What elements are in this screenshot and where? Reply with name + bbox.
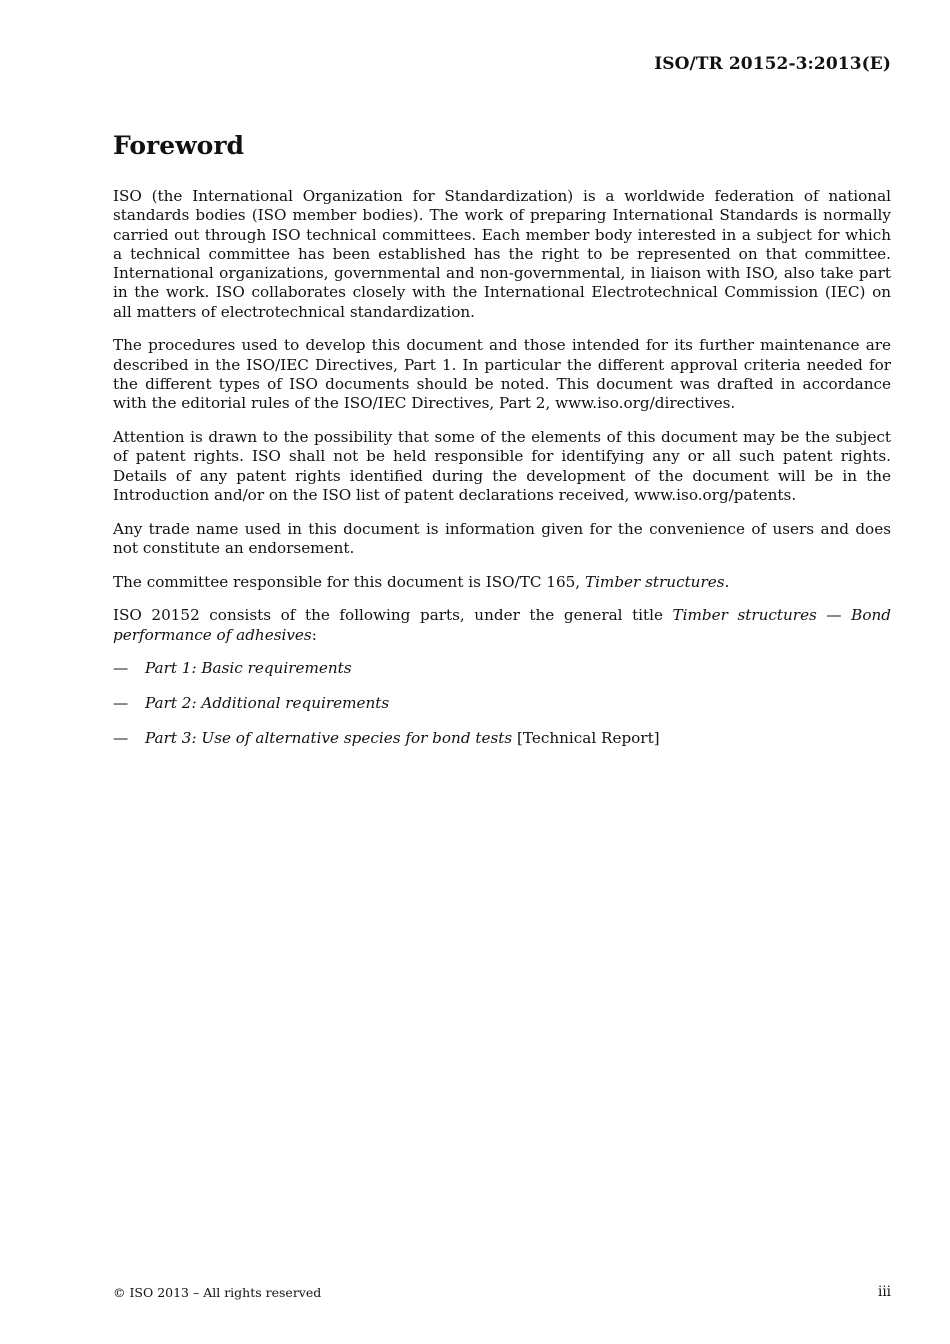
list-item [113, 659, 891, 678]
committee-suffix: . [724, 572, 730, 591]
committee-prefix: The committee responsible for this document is ISO/TC 165, [113, 572, 585, 591]
page-title: Foreword [113, 131, 244, 160]
paragraph-procedures: The procedures used to develop this document and those intended for its further maintenance are described in the ISO/IEC Directives, Part 1. In particular the different approval criteria needed for the different types of ISO documents should be noted. This document was drafted in accordance with the editorial rules of the ISO/IEC Directives, Part 2, www.iso.org/directives. [113, 336, 891, 413]
part-title: Part 2: Additional requirements [145, 694, 390, 713]
foreword-body [113, 187, 891, 764]
page-number: iii [878, 1284, 891, 1300]
document-reference: ISO/TR 20152-3:2013(E) [654, 54, 891, 74]
paragraph-committee [113, 573, 891, 592]
parts-intro-suffix: : [311, 625, 317, 644]
part-title: Part 1: Basic requirements [145, 659, 352, 678]
part-suffix: [Technical Report] [512, 728, 660, 747]
list-item [113, 694, 891, 713]
list-dash: — [113, 659, 129, 678]
paragraph-patents: Attention is drawn to the possibility that some of the elements of this document may be the subject of patent rights. ISO shall not be held responsible for identifying any or all such patent rights. Details of any patent rights identified during the development of the document will be in the Introduction and/or on the ISO list of patent declarations received, www.iso.org/patents. [113, 428, 891, 504]
paragraph-iso-intro: ISO (the International Organization for Standardization) is a worldwide federation of national standards bodies (ISO member bodies). The work of preparing International Standards is normally carried out through ISO technical committees. Each member body interested in a subject for which a technical committee has been established has the right to be represented on that committee. International organizations, governmental and non-governmental, in liaison with ISO, also take part in the work. ISO collaborates closely with the International Electrotechnical Commission (IEC) on all matters of electrotechnical standardization. [113, 187, 891, 321]
list-dash: — [113, 694, 129, 713]
part-title: Part 3: Use of alternative species for bond tests [145, 728, 513, 747]
general-title: Timber structures — Bond performance of adhesives [113, 606, 891, 644]
paragraph-trade-name: Any trade name used in this document is information given for the convenience of users and does not constitute an endorsement. [113, 519, 891, 557]
committee-title: Timber structures [584, 572, 725, 591]
parts-list [113, 659, 891, 748]
list-dash: — [113, 728, 129, 747]
parts-intro-prefix: ISO 20152 consists of the following parts, under the general title [113, 606, 673, 625]
list-item [113, 729, 891, 748]
copyright-notice: © ISO 2013 – All rights reserved [113, 1285, 322, 1300]
paragraph-parts-intro [113, 606, 891, 645]
